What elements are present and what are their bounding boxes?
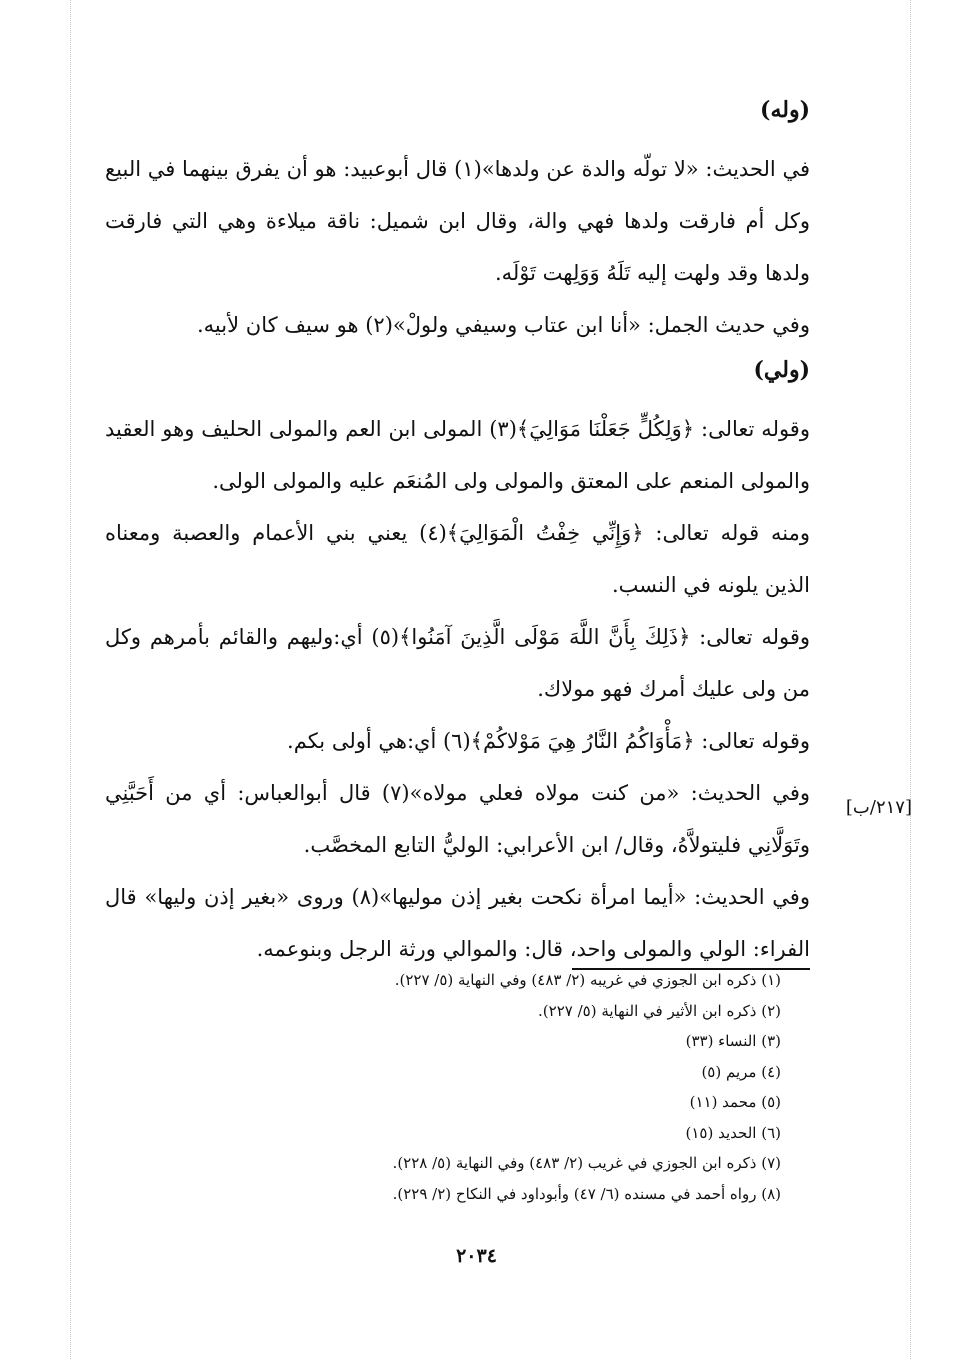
paragraph-hadith-man-kuntu: وفي الحديث: «من كنت مولاه فعلي مولاه»(٧) قال أبوالعباس: أي من أَحَبَّنِي وتَوَلَّانِي فليتولاَّهُ، وقال/ ابن الأعرابي: الوليُّ التابع المخصَّب. bbox=[105, 781, 810, 857]
entry-heading-walah: (وله) bbox=[760, 97, 810, 123]
paragraph-verse-khiftu: ومنه قوله تعالى: ﴿وَإِنِّي خِفْتُ الْمَوَالِيَ﴾(٤) يعني بني الأعمام والعصبة ومعناه الذين يلونه في النسب. bbox=[105, 521, 810, 597]
paragraph-hadith-ayyuma: وفي الحديث: «أيما امرأة نكحت بغير إذن موليها»(٨) وروى «بغير إذن وليها» قال الفراء: الولي والمولى واحد، قال: والموالي ورثة الرجل وبنوعمه. bbox=[105, 885, 810, 961]
footnote-item: (٤) مريم (٥) bbox=[701, 1062, 781, 1081]
paragraph-verse-mawali: وقوله تعالى: ﴿وَلِكُلٍّ جَعَلْنَا مَوَالِيَ﴾(٣) المولى ابن العم والمولى الحليف وهو العقيد والمولى المنعم على المعتق والمولى ولى المُنعَم عليه والمولى الولى. bbox=[105, 417, 810, 493]
footnote-item: (١) ذكره ابن الجوزي في غريبه (٢/ ٤٨٣) وفي النهاية (٥/ ٢٢٧). bbox=[394, 971, 781, 989]
entry-heading-waliya: (ولي) bbox=[753, 357, 810, 383]
paragraph-hadith-jamal: وفي حديث الجمل: «أنا ابن عتاب وسيفي ولولْ»(٢) هو سيف كان لأبيه. bbox=[197, 313, 810, 337]
main-text bbox=[105, 95, 810, 975]
manuscript-folio-marker: [٢١٧/ب] bbox=[845, 797, 912, 818]
page-number: ٢٠٣٤ bbox=[456, 1245, 497, 1267]
footnote-item: (٧) ذكره ابن الجوزي في غريب (٢/ ٤٨٣) وفي النهاية (٥/ ٢٢٨). bbox=[392, 1154, 781, 1172]
paragraph-verse-mawakum: وقوله تعالى: ﴿مَأْوَاكُمُ النَّارُ هِيَ مَوْلاكُمْ﴾(٦) أي:هي أولى بكم. bbox=[287, 729, 810, 753]
footnote-item: (٣) النساء (٣٣) bbox=[685, 1032, 781, 1050]
footnote-item: (٨) رواه أحمد في مسنده (٦/ ٤٧) وأبوداود في النكاح (٢/ ٢٢٩). bbox=[392, 1184, 781, 1203]
paragraph-verse-mawla: وقوله تعالى: ﴿ذَلِكَ بِأَنَّ اللَّهَ مَوْلَى الَّذِينَ آمَنُوا﴾(٥) أي:وليهم والقائم بأمرهم وكل من ولى عليك أمرك فهو مولاك. bbox=[105, 625, 811, 701]
footnote-item: (٦) الحديد (١٥) bbox=[685, 1123, 781, 1142]
footnote-item: (٢) ذكره ابن الأثير في النهاية (٥/ ٢٢٧). bbox=[538, 1001, 781, 1020]
page-edge-dots-right bbox=[910, 0, 911, 1359]
page-edge-dots-left bbox=[70, 0, 71, 1359]
footnote-item: (٥) محمد (١١) bbox=[689, 1093, 781, 1111]
paragraph-hadith-walah: في الحديث: «لا تولّه والدة عن ولدها»(١) قال أبوعبيد: هو أن يفرق بينهما في البيع وكل أم فارقت ولدها فهي والة، وقال ابن شميل: ناقة ميلاءة وهي التي فارقت ولدها وقد ولهت إليه تَلَهُ وَوَلِهت تَوْلَه. bbox=[105, 157, 810, 285]
footnotes bbox=[105, 965, 781, 1209]
